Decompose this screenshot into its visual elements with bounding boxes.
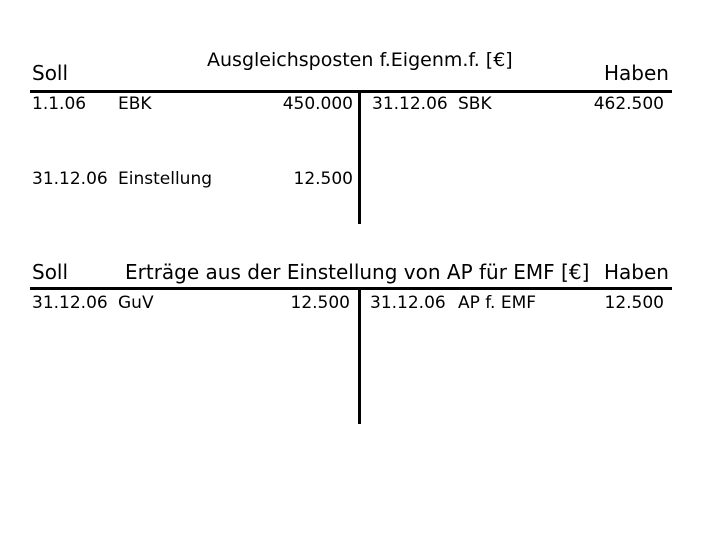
entry-date: 31.12.06 bbox=[32, 169, 108, 189]
account-title: Erträge aus der Einstellung von AP für EMF [€] bbox=[125, 260, 590, 284]
t-account-vertical-line bbox=[358, 287, 361, 424]
entry-amount: 12.500 bbox=[290, 293, 350, 313]
entry-date: 31.12.06 bbox=[372, 94, 448, 114]
entry-amount: 450.000 bbox=[282, 94, 353, 114]
entry-text: Einstellung bbox=[118, 169, 213, 189]
t-account-vertical-line bbox=[358, 90, 361, 224]
entry-date: 1.1.06 bbox=[32, 94, 87, 114]
debit-label: Soll bbox=[32, 61, 69, 85]
credit-label: Haben bbox=[604, 260, 669, 284]
entry-date: 31.12.06 bbox=[32, 293, 108, 313]
entry-text: GuV bbox=[118, 293, 154, 313]
entry-amount: 12.500 bbox=[604, 293, 664, 313]
entry-amount: 12.500 bbox=[293, 169, 353, 189]
t-account-horizontal-line bbox=[30, 287, 672, 290]
entry-text: SBK bbox=[458, 94, 492, 114]
entry-text: EBK bbox=[118, 94, 152, 114]
t-account-horizontal-line bbox=[30, 90, 672, 93]
debit-label: Soll bbox=[32, 260, 69, 284]
entry-date: 31.12.06 bbox=[370, 293, 446, 313]
entry-amount: 462.500 bbox=[593, 94, 664, 114]
account-title: Ausgleichsposten f.Eigenm.f. [€] bbox=[207, 49, 513, 71]
credit-label: Haben bbox=[604, 61, 669, 85]
entry-text: AP f. EMF bbox=[458, 293, 537, 313]
